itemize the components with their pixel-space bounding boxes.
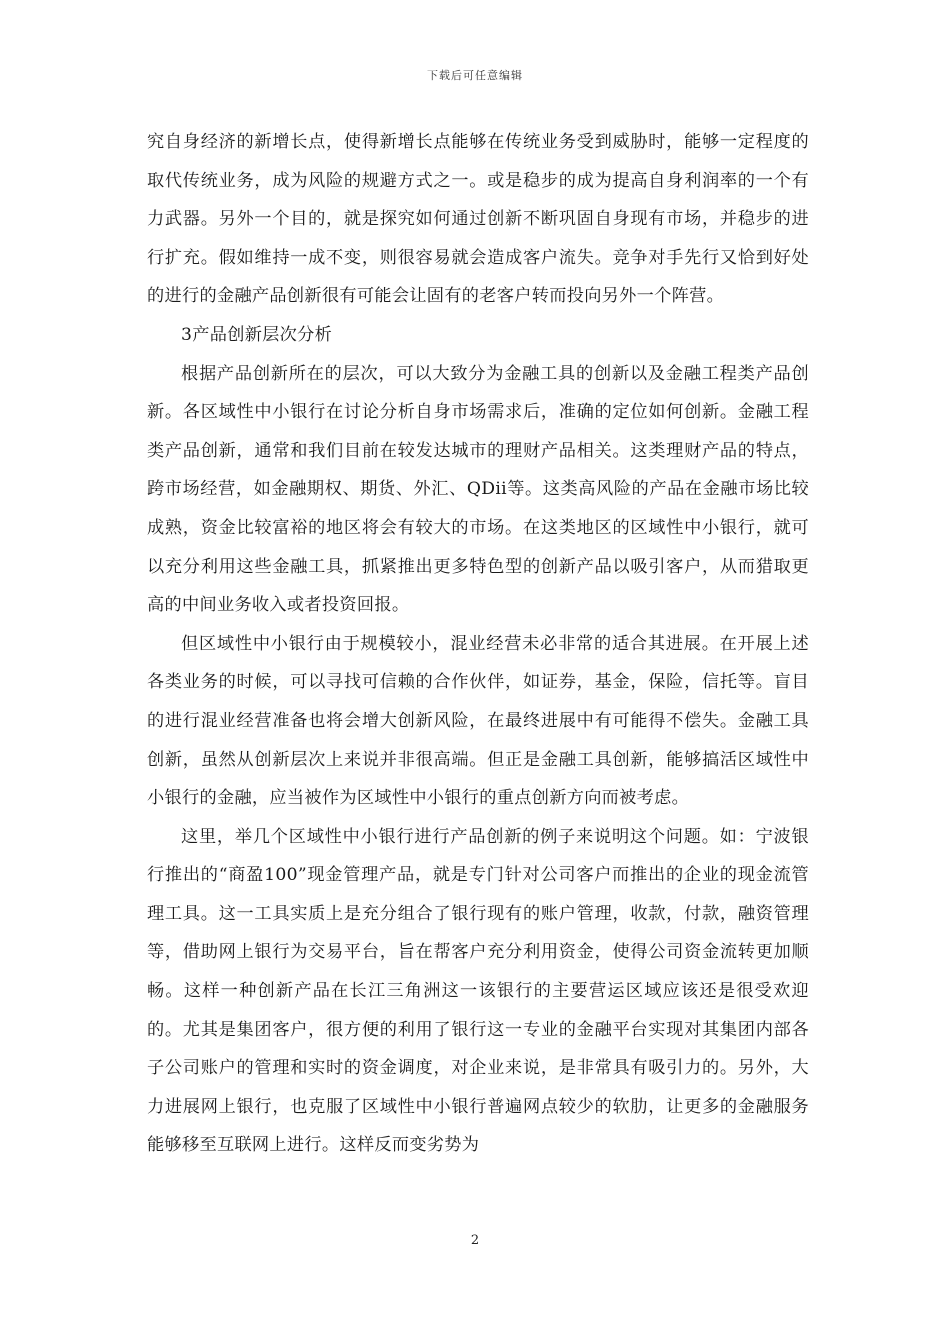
paragraph-ningbo-example: 这里，举几个区域性中小银行进行产品创新的例子来说明这个问题。如：宁波银行推出的“商盈100”现金管理产品，就是专门针对公司客户而推出的企业的现金流管理工具。这一工具实质上是充分组合了银行现有的账户管理，收款，付款，融资管理等，借助网上银行为交易平台，旨在帮客户充分利用资金，使得公司资金流转更加顺畅。这样一种创新产品在长江三角洲这一该银行的主要营运区域应该还是很受欢迎的。尤其是集团客户，很方便的利用了银行这一专业的金融平台实现对其集团内部各子公司账户的管理和实时的资金调度，对企业来说，是非常具有吸引力的。另外，大力进展网上银行，也克服了区域性中小银行普遍网点较少的软肋，让更多的金融服务能够移至互联网上进行。这样反而变劣势为 xyxy=(147,826,809,1156)
paragraph-mixed-operations: 但区域性中小银行由于规模较小，混业经营未必非常的适合其进展。在开展上述各类业务的时候，可以寻找可信赖的合作伙伴，如证券，基金，保险，信托等。盲目的进行混业经营准备也将会增大创新风险，在最终进展中有可能得不偿失。金融工具创新，虽然从创新层次上来说并非很高端。但正是金融工具创新，能够搞活区域性中小银行的金融，应当被作为区域性中小银行的重点创新方向而被考虑。 xyxy=(147,633,809,809)
page-number: 2 xyxy=(470,1233,480,1248)
document-body xyxy=(147,123,809,1165)
section-heading: 3产品创新层次分析 xyxy=(181,324,333,345)
page-header: 下载后可任意编辑 xyxy=(427,69,523,82)
paragraph-innovation-levels: 根据产品创新所在的层次，可以大致分为金融工具的创新以及金融工程类产品创新。各区域性中小银行在讨论分析自身市场需求后，准确的定位如何创新。金融工程类产品创新，通常和我们目前在较发达城市的理财产品相关。这类理财产品的特点，跨市场经营，如金融期权、期货、外汇、QDii等。这类高风险的产品在金融市场比较成熟，资金比较富裕的地区将会有较大的市场。在这类地区的区域性中小银行，就可以充分利用这些金融工具，抓紧推出更多特色型的创新产品以吸引客户，从而猎取更高的中间业务收入或者投资回报。 xyxy=(147,363,809,616)
paragraph-continuation: 究自身经济的新增长点，使得新增长点能够在传统业务受到威胁时，能够一定程度的取代传统业务，成为风险的规避方式之一。或是稳步的成为提高自身利润率的一个有力武器。另外一个目的，就是探究如何通过创新不断巩固自身现有市场，并稳步的进行扩充。假如维持一成不变，则很容易就会造成客户流失。竞争对手先行又恰到好处的进行的金融产品创新很有可能会让固有的老客户转而投向另外一个阵营。 xyxy=(147,132,809,307)
